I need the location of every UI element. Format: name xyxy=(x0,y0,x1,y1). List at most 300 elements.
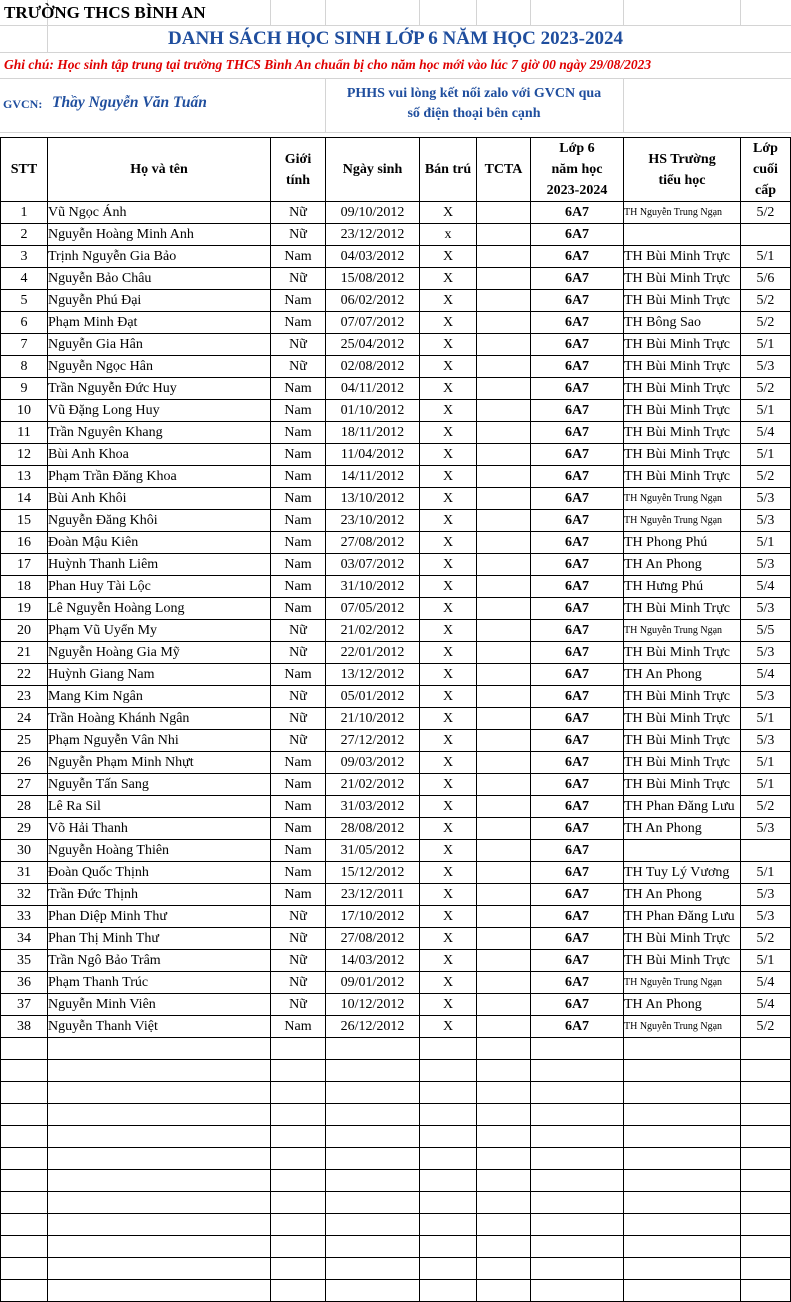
cell-primary-school[interactable]: TH Bùi Minh Trực xyxy=(624,444,741,466)
cell-gender[interactable]: Nam xyxy=(271,884,326,906)
cell-dob[interactable]: 26/12/2012 xyxy=(326,1016,420,1038)
cell-primary-school[interactable]: TH An Phong xyxy=(624,554,741,576)
cell-primary-school[interactable]: TH Bùi Minh Trực xyxy=(624,356,741,378)
empty-cell[interactable] xyxy=(271,1082,326,1104)
cell-gender[interactable]: Nữ xyxy=(271,268,326,290)
cell-bantru[interactable]: X xyxy=(420,422,477,444)
table-row[interactable] xyxy=(1,400,791,422)
cell-student-name[interactable]: Lê Ra Sil xyxy=(48,796,271,818)
cell-student-name[interactable]: Nguyễn Hoàng Gia Mỹ xyxy=(48,642,271,664)
cell-gender[interactable]: Nam xyxy=(271,400,326,422)
empty-cell[interactable] xyxy=(48,1214,271,1236)
cell-student-name[interactable]: Nguyễn Phú Đại xyxy=(48,290,271,312)
cell-gender[interactable]: Nam xyxy=(271,774,326,796)
cell-bantru[interactable]: X xyxy=(420,312,477,334)
cell-dob[interactable]: 27/08/2012 xyxy=(326,928,420,950)
empty-cell[interactable] xyxy=(420,1082,477,1104)
cell-primary-school[interactable]: TH Bùi Minh Trực xyxy=(624,334,741,356)
table-row[interactable] xyxy=(1,752,791,774)
cell-student-name[interactable]: Trần Nguyên Khang xyxy=(48,422,271,444)
cell-final-class[interactable]: 5/2 xyxy=(741,928,791,950)
empty-cell[interactable] xyxy=(624,1280,741,1302)
cell-gender[interactable]: Nam xyxy=(271,312,326,334)
cell-bantru[interactable]: x xyxy=(420,224,477,246)
cell-stt[interactable]: 26 xyxy=(1,752,48,774)
empty-cell[interactable] xyxy=(531,1236,624,1258)
empty-row[interactable] xyxy=(1,1170,791,1192)
cell-gender[interactable]: Nam xyxy=(271,444,326,466)
cell-bantru[interactable]: X xyxy=(420,840,477,862)
cell-final-class[interactable]: 5/1 xyxy=(741,774,791,796)
cell-final-class[interactable]: 5/3 xyxy=(741,488,791,510)
cell-final-class[interactable]: 5/6 xyxy=(741,268,791,290)
cell-stt[interactable]: 19 xyxy=(1,598,48,620)
cell-dob[interactable]: 11/04/2012 xyxy=(326,444,420,466)
cell-final-class[interactable]: 5/1 xyxy=(741,752,791,774)
cell-bantru[interactable]: X xyxy=(420,598,477,620)
cell-dob[interactable]: 27/12/2012 xyxy=(326,730,420,752)
cell-student-name[interactable]: Trịnh Nguyễn Gia Bảo xyxy=(48,246,271,268)
empty-cell[interactable] xyxy=(531,1214,624,1236)
cell-primary-school[interactable]: TH Phan Đăng Lưu xyxy=(624,906,741,928)
cell-student-name[interactable]: Trần Hoàng Khánh Ngân xyxy=(48,708,271,730)
empty-cell[interactable] xyxy=(741,1082,791,1104)
cell-gender[interactable]: Nam xyxy=(271,488,326,510)
cell-gender[interactable]: Nam xyxy=(271,752,326,774)
cell-final-class[interactable]: 5/2 xyxy=(741,290,791,312)
empty-cell[interactable] xyxy=(420,1104,477,1126)
cell-primary-school[interactable]: TH Bùi Minh Trực xyxy=(624,290,741,312)
cell-primary-school[interactable]: TH Bùi Minh Trực xyxy=(624,598,741,620)
cell-dob[interactable]: 18/11/2012 xyxy=(326,422,420,444)
cell-tcta[interactable] xyxy=(477,708,531,730)
empty-row[interactable] xyxy=(1,1060,791,1082)
cell-stt[interactable]: 28 xyxy=(1,796,48,818)
cell-dob[interactable]: 09/01/2012 xyxy=(326,972,420,994)
cell-class6[interactable]: 6A7 xyxy=(531,796,624,818)
cell-tcta[interactable] xyxy=(477,1016,531,1038)
table-row[interactable] xyxy=(1,598,791,620)
cell-dob[interactable]: 02/08/2012 xyxy=(326,356,420,378)
cell-bantru[interactable]: X xyxy=(420,1016,477,1038)
cell-bantru[interactable]: X xyxy=(420,202,477,224)
cell-final-class[interactable]: 5/1 xyxy=(741,532,791,554)
cell-tcta[interactable] xyxy=(477,862,531,884)
cell-bantru[interactable]: X xyxy=(420,620,477,642)
empty-cell[interactable] xyxy=(326,1148,420,1170)
cell-final-class[interactable]: 5/1 xyxy=(741,950,791,972)
cell-final-class[interactable]: 5/1 xyxy=(741,400,791,422)
cell-gender[interactable]: Nữ xyxy=(271,906,326,928)
cell-dob[interactable]: 21/10/2012 xyxy=(326,708,420,730)
empty-cell[interactable] xyxy=(624,1038,741,1060)
cell-tcta[interactable] xyxy=(477,510,531,532)
table-row[interactable] xyxy=(1,290,791,312)
cell-primary-school[interactable]: TH Bùi Minh Trực xyxy=(624,246,741,268)
cell-tcta[interactable] xyxy=(477,444,531,466)
table-row[interactable] xyxy=(1,642,791,664)
empty-cell[interactable] xyxy=(1,1038,48,1060)
cell-final-class[interactable]: 5/3 xyxy=(741,818,791,840)
cell-bantru[interactable]: X xyxy=(420,400,477,422)
cell-gender[interactable]: Nam xyxy=(271,466,326,488)
empty-row[interactable] xyxy=(1,1258,791,1280)
empty-cell[interactable] xyxy=(420,1170,477,1192)
cell-class6[interactable]: 6A7 xyxy=(531,730,624,752)
cell-primary-school[interactable]: TH Bùi Minh Trực xyxy=(624,422,741,444)
empty-cell[interactable] xyxy=(1,1192,48,1214)
empty-row[interactable] xyxy=(1,1280,791,1302)
cell-primary-school[interactable]: TH Bùi Minh Trực xyxy=(624,752,741,774)
cell-primary-school[interactable]: TH Phan Đăng Lưu xyxy=(624,796,741,818)
cell-bantru[interactable]: X xyxy=(420,818,477,840)
table-row[interactable] xyxy=(1,818,791,840)
empty-cell[interactable] xyxy=(477,1192,531,1214)
cell-bantru[interactable]: X xyxy=(420,246,477,268)
cell-stt[interactable]: 14 xyxy=(1,488,48,510)
cell-student-name[interactable]: Lê Nguyễn Hoàng Long xyxy=(48,598,271,620)
cell-stt[interactable]: 17 xyxy=(1,554,48,576)
cell-bantru[interactable]: X xyxy=(420,290,477,312)
cell-gender[interactable]: Nam xyxy=(271,862,326,884)
empty-cell[interactable] xyxy=(48,1170,271,1192)
empty-cell[interactable] xyxy=(624,1258,741,1280)
empty-row[interactable] xyxy=(1,1192,791,1214)
cell-student-name[interactable]: Phan Diệp Minh Thư xyxy=(48,906,271,928)
cell-stt[interactable]: 38 xyxy=(1,1016,48,1038)
cell-stt[interactable]: 34 xyxy=(1,928,48,950)
cell-stt[interactable]: 1 xyxy=(1,202,48,224)
cell-class6[interactable]: 6A7 xyxy=(531,928,624,950)
table-row[interactable] xyxy=(1,554,791,576)
cell-student-name[interactable]: Nguyễn Hoàng Thiên xyxy=(48,840,271,862)
cell-tcta[interactable] xyxy=(477,840,531,862)
cell-tcta[interactable] xyxy=(477,906,531,928)
empty-cell[interactable] xyxy=(741,1148,791,1170)
cell-gender[interactable]: Nữ xyxy=(271,334,326,356)
cell-gender[interactable]: Nam xyxy=(271,840,326,862)
cell-final-class[interactable]: 5/3 xyxy=(741,686,791,708)
cell-dob[interactable]: 09/10/2012 xyxy=(326,202,420,224)
cell-gender[interactable]: Nam xyxy=(271,378,326,400)
cell-student-name[interactable]: Phan Thị Minh Thư xyxy=(48,928,271,950)
empty-cell[interactable] xyxy=(741,1170,791,1192)
empty-cell[interactable] xyxy=(624,1082,741,1104)
cell-stt[interactable]: 37 xyxy=(1,994,48,1016)
table-row[interactable] xyxy=(1,444,791,466)
empty-cell[interactable] xyxy=(477,1082,531,1104)
cell-stt[interactable]: 12 xyxy=(1,444,48,466)
cell-tcta[interactable] xyxy=(477,752,531,774)
cell-primary-school[interactable]: TH Nguyễn Trung Ngạn xyxy=(624,202,741,224)
cell-bantru[interactable]: X xyxy=(420,862,477,884)
cell-tcta[interactable] xyxy=(477,400,531,422)
cell-stt[interactable]: 10 xyxy=(1,400,48,422)
cell-class6[interactable]: 6A7 xyxy=(531,422,624,444)
table-row[interactable] xyxy=(1,972,791,994)
empty-cell[interactable] xyxy=(326,1192,420,1214)
cell-gender[interactable]: Nam xyxy=(271,554,326,576)
cell-final-class[interactable]: 5/2 xyxy=(741,466,791,488)
cell-stt[interactable]: 35 xyxy=(1,950,48,972)
cell-primary-school[interactable]: TH Hưng Phú xyxy=(624,576,741,598)
cell-tcta[interactable] xyxy=(477,422,531,444)
cell-stt[interactable]: 18 xyxy=(1,576,48,598)
cell-tcta[interactable] xyxy=(477,356,531,378)
cell-dob[interactable]: 10/12/2012 xyxy=(326,994,420,1016)
cell-final-class[interactable]: 5/3 xyxy=(741,642,791,664)
cell-final-class[interactable]: 5/1 xyxy=(741,708,791,730)
empty-cell[interactable] xyxy=(741,1236,791,1258)
cell-class6[interactable]: 6A7 xyxy=(531,554,624,576)
cell-gender[interactable]: Nam xyxy=(271,598,326,620)
cell-tcta[interactable] xyxy=(477,290,531,312)
table-row[interactable] xyxy=(1,708,791,730)
cell-stt[interactable]: 24 xyxy=(1,708,48,730)
cell-class6[interactable]: 6A7 xyxy=(531,268,624,290)
cell-dob[interactable]: 27/08/2012 xyxy=(326,532,420,554)
cell-final-class[interactable]: 5/4 xyxy=(741,422,791,444)
cell-bantru[interactable]: X xyxy=(420,642,477,664)
empty-cell[interactable] xyxy=(420,1280,477,1302)
cell-student-name[interactable]: Phạm Nguyễn Vân Nhi xyxy=(48,730,271,752)
empty-cell[interactable] xyxy=(420,1214,477,1236)
cell-student-name[interactable]: Nguyễn Thanh Việt xyxy=(48,1016,271,1038)
cell-stt[interactable]: 2 xyxy=(1,224,48,246)
empty-cell[interactable] xyxy=(531,1258,624,1280)
cell-class6[interactable]: 6A7 xyxy=(531,884,624,906)
cell-class6[interactable]: 6A7 xyxy=(531,510,624,532)
cell-primary-school[interactable]: TH Bùi Minh Trực xyxy=(624,642,741,664)
table-row[interactable] xyxy=(1,884,791,906)
cell-primary-school[interactable]: TH Bùi Minh Trực xyxy=(624,950,741,972)
cell-class6[interactable]: 6A7 xyxy=(531,972,624,994)
cell-student-name[interactable]: Trần Nguyễn Đức Huy xyxy=(48,378,271,400)
empty-cell[interactable] xyxy=(477,1104,531,1126)
empty-cell[interactable] xyxy=(326,1170,420,1192)
empty-cell[interactable] xyxy=(271,1104,326,1126)
cell-gender[interactable]: Nam xyxy=(271,290,326,312)
empty-cell[interactable] xyxy=(48,1192,271,1214)
table-row[interactable] xyxy=(1,1016,791,1038)
table-row[interactable] xyxy=(1,510,791,532)
cell-tcta[interactable] xyxy=(477,994,531,1016)
table-row[interactable] xyxy=(1,862,791,884)
empty-cell[interactable] xyxy=(477,1280,531,1302)
cell-primary-school[interactable]: TH Bùi Minh Trực xyxy=(624,686,741,708)
cell-bantru[interactable]: X xyxy=(420,576,477,598)
empty-cell[interactable] xyxy=(1,1280,48,1302)
empty-cell[interactable] xyxy=(531,1104,624,1126)
cell-gender[interactable]: Nữ xyxy=(271,708,326,730)
cell-class6[interactable]: 6A7 xyxy=(531,708,624,730)
cell-class6[interactable]: 6A7 xyxy=(531,334,624,356)
cell-tcta[interactable] xyxy=(477,884,531,906)
cell-tcta[interactable] xyxy=(477,730,531,752)
empty-cell[interactable] xyxy=(624,1170,741,1192)
cell-student-name[interactable]: Võ Hải Thanh xyxy=(48,818,271,840)
cell-stt[interactable]: 4 xyxy=(1,268,48,290)
empty-cell[interactable] xyxy=(326,1038,420,1060)
cell-primary-school[interactable]: TH An Phong xyxy=(624,994,741,1016)
cell-student-name[interactable]: Nguyễn Ngọc Hân xyxy=(48,356,271,378)
empty-cell[interactable] xyxy=(326,1104,420,1126)
cell-class6[interactable]: 6A7 xyxy=(531,466,624,488)
cell-tcta[interactable] xyxy=(477,664,531,686)
cell-student-name[interactable]: Phạm Thanh Trúc xyxy=(48,972,271,994)
table-row[interactable] xyxy=(1,334,791,356)
cell-class6[interactable]: 6A7 xyxy=(531,818,624,840)
empty-row[interactable] xyxy=(1,1236,791,1258)
cell-class6[interactable]: 6A7 xyxy=(531,642,624,664)
empty-row[interactable] xyxy=(1,1038,791,1060)
cell-bantru[interactable]: X xyxy=(420,906,477,928)
cell-bantru[interactable]: X xyxy=(420,730,477,752)
empty-cell[interactable] xyxy=(477,1060,531,1082)
cell-final-class[interactable]: 5/3 xyxy=(741,906,791,928)
cell-dob[interactable]: 06/02/2012 xyxy=(326,290,420,312)
empty-cell[interactable] xyxy=(477,1258,531,1280)
cell-class6[interactable]: 6A7 xyxy=(531,400,624,422)
cell-primary-school[interactable]: TH Bùi Minh Trực xyxy=(624,928,741,950)
cell-stt[interactable]: 5 xyxy=(1,290,48,312)
cell-primary-school[interactable]: TH Nguyễn Trung Ngạn xyxy=(624,510,741,532)
cell-gender[interactable]: Nam xyxy=(271,818,326,840)
cell-class6[interactable]: 6A7 xyxy=(531,488,624,510)
table-row[interactable] xyxy=(1,576,791,598)
empty-cell[interactable] xyxy=(624,1214,741,1236)
cell-tcta[interactable] xyxy=(477,774,531,796)
cell-class6[interactable]: 6A7 xyxy=(531,906,624,928)
table-row[interactable] xyxy=(1,202,791,224)
cell-class6[interactable]: 6A7 xyxy=(531,290,624,312)
cell-tcta[interactable] xyxy=(477,378,531,400)
cell-dob[interactable]: 15/08/2012 xyxy=(326,268,420,290)
cell-primary-school[interactable]: TH Tuy Lý Vương xyxy=(624,862,741,884)
cell-final-class[interactable]: 5/5 xyxy=(741,620,791,642)
cell-gender[interactable]: Nữ xyxy=(271,928,326,950)
cell-gender[interactable]: Nam xyxy=(271,510,326,532)
cell-gender[interactable]: Nữ xyxy=(271,686,326,708)
cell-stt[interactable]: 32 xyxy=(1,884,48,906)
cell-class6[interactable]: 6A7 xyxy=(531,202,624,224)
cell-tcta[interactable] xyxy=(477,576,531,598)
empty-cell[interactable] xyxy=(48,1258,271,1280)
empty-cell[interactable] xyxy=(741,1104,791,1126)
cell-final-class[interactable] xyxy=(741,840,791,862)
table-row[interactable] xyxy=(1,224,791,246)
table-row[interactable] xyxy=(1,378,791,400)
cell-gender[interactable]: Nữ xyxy=(271,972,326,994)
empty-cell[interactable] xyxy=(271,1280,326,1302)
cell-stt[interactable]: 22 xyxy=(1,664,48,686)
cell-dob[interactable]: 05/01/2012 xyxy=(326,686,420,708)
cell-stt[interactable]: 21 xyxy=(1,642,48,664)
cell-class6[interactable]: 6A7 xyxy=(531,378,624,400)
cell-tcta[interactable] xyxy=(477,246,531,268)
empty-cell[interactable] xyxy=(624,1060,741,1082)
cell-dob[interactable]: 23/12/2011 xyxy=(326,884,420,906)
cell-stt[interactable]: 13 xyxy=(1,466,48,488)
cell-final-class[interactable]: 5/4 xyxy=(741,994,791,1016)
table-row[interactable] xyxy=(1,268,791,290)
cell-final-class[interactable]: 5/4 xyxy=(741,576,791,598)
cell-gender[interactable]: Nữ xyxy=(271,620,326,642)
empty-cell[interactable] xyxy=(624,1236,741,1258)
empty-cell[interactable] xyxy=(420,1060,477,1082)
cell-final-class[interactable]: 5/1 xyxy=(741,334,791,356)
table-row[interactable] xyxy=(1,488,791,510)
cell-stt[interactable]: 25 xyxy=(1,730,48,752)
cell-tcta[interactable] xyxy=(477,642,531,664)
empty-cell[interactable] xyxy=(531,1038,624,1060)
cell-student-name[interactable]: Mang Kim Ngân xyxy=(48,686,271,708)
cell-final-class[interactable]: 5/1 xyxy=(741,246,791,268)
cell-gender[interactable]: Nam xyxy=(271,532,326,554)
cell-student-name[interactable]: Vũ Đặng Long Huy xyxy=(48,400,271,422)
cell-student-name[interactable]: Phạm Minh Đạt xyxy=(48,312,271,334)
cell-bantru[interactable]: X xyxy=(420,466,477,488)
cell-bantru[interactable]: X xyxy=(420,554,477,576)
cell-class6[interactable]: 6A7 xyxy=(531,1016,624,1038)
cell-dob[interactable]: 17/10/2012 xyxy=(326,906,420,928)
empty-cell[interactable] xyxy=(420,1258,477,1280)
empty-cell[interactable] xyxy=(48,1280,271,1302)
cell-stt[interactable]: 11 xyxy=(1,422,48,444)
table-row[interactable] xyxy=(1,356,791,378)
empty-cell[interactable] xyxy=(477,1214,531,1236)
empty-cell[interactable] xyxy=(271,1038,326,1060)
empty-cell[interactable] xyxy=(1,1082,48,1104)
table-row[interactable] xyxy=(1,774,791,796)
cell-tcta[interactable] xyxy=(477,532,531,554)
cell-tcta[interactable] xyxy=(477,488,531,510)
cell-dob[interactable]: 13/12/2012 xyxy=(326,664,420,686)
cell-primary-school[interactable]: TH Phong Phú xyxy=(624,532,741,554)
table-row[interactable] xyxy=(1,796,791,818)
cell-class6[interactable]: 6A7 xyxy=(531,686,624,708)
cell-dob[interactable]: 03/07/2012 xyxy=(326,554,420,576)
cell-final-class[interactable]: 5/2 xyxy=(741,796,791,818)
cell-primary-school[interactable]: TH An Phong xyxy=(624,884,741,906)
cell-final-class[interactable]: 5/1 xyxy=(741,862,791,884)
empty-cell[interactable] xyxy=(531,1082,624,1104)
empty-cell[interactable] xyxy=(624,1192,741,1214)
cell-bantru[interactable]: X xyxy=(420,488,477,510)
cell-tcta[interactable] xyxy=(477,818,531,840)
cell-dob[interactable]: 23/12/2012 xyxy=(326,224,420,246)
cell-primary-school[interactable]: TH Nguyễn Trung Ngạn xyxy=(624,972,741,994)
cell-student-name[interactable]: Nguyễn Bảo Châu xyxy=(48,268,271,290)
table-row[interactable] xyxy=(1,730,791,752)
cell-final-class[interactable]: 5/3 xyxy=(741,730,791,752)
cell-class6[interactable]: 6A7 xyxy=(531,224,624,246)
cell-stt[interactable]: 27 xyxy=(1,774,48,796)
cell-class6[interactable]: 6A7 xyxy=(531,444,624,466)
empty-row[interactable] xyxy=(1,1126,791,1148)
cell-dob[interactable]: 07/05/2012 xyxy=(326,598,420,620)
empty-cell[interactable] xyxy=(477,1148,531,1170)
cell-bantru[interactable]: X xyxy=(420,994,477,1016)
cell-final-class[interactable]: 5/2 xyxy=(741,312,791,334)
cell-student-name[interactable]: Trần Đức Thịnh xyxy=(48,884,271,906)
cell-tcta[interactable] xyxy=(477,554,531,576)
table-row[interactable] xyxy=(1,246,791,268)
cell-primary-school[interactable]: TH Bông Sao xyxy=(624,312,741,334)
cell-student-name[interactable]: Bùi Anh Khôi xyxy=(48,488,271,510)
cell-tcta[interactable] xyxy=(477,950,531,972)
cell-tcta[interactable] xyxy=(477,202,531,224)
